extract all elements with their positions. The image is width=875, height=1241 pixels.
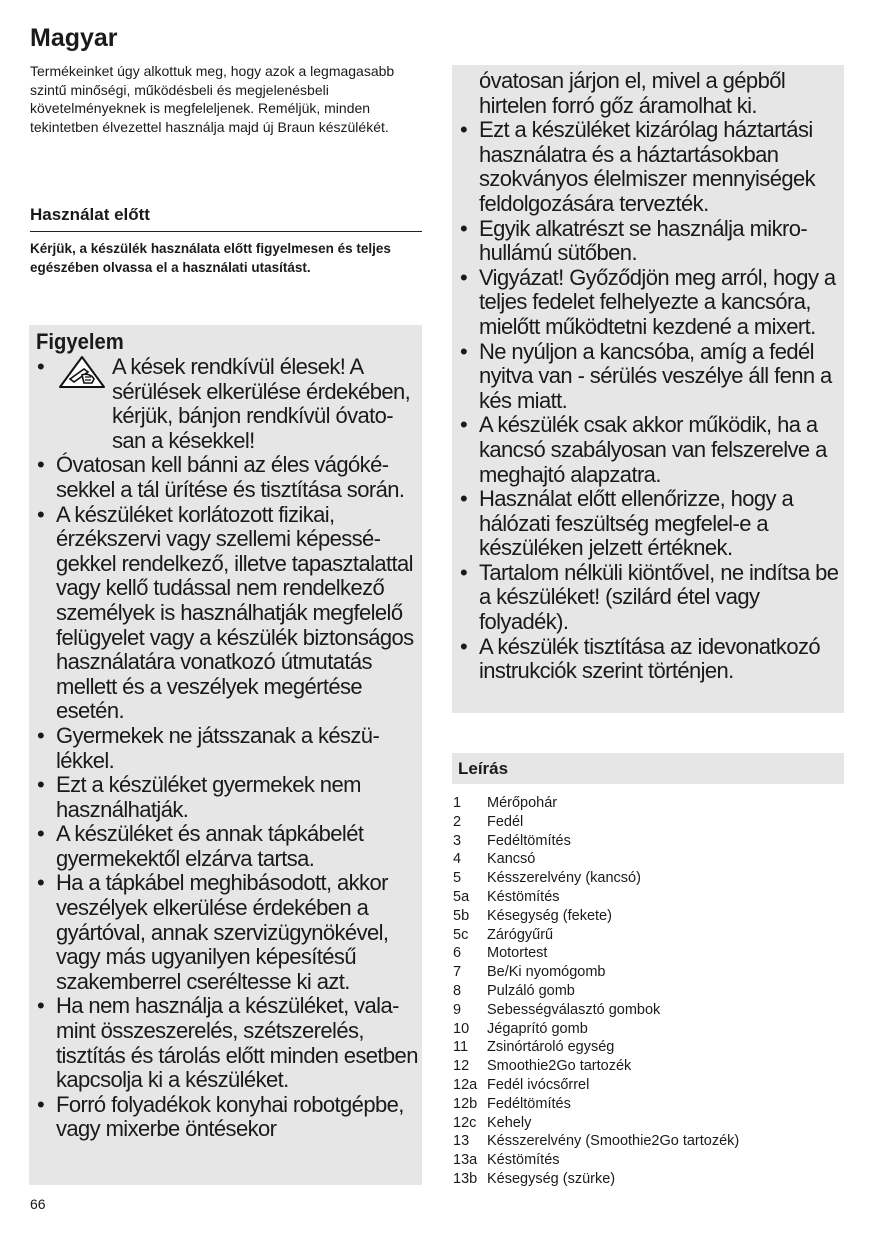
warning-title: Figyelem bbox=[36, 329, 124, 354]
part-number: 13 bbox=[453, 1133, 470, 1150]
part-item bbox=[453, 813, 843, 832]
part-label: Késszerelvény (kancsó) bbox=[487, 870, 641, 887]
bullet-icon: • bbox=[37, 772, 45, 798]
part-item bbox=[453, 907, 843, 926]
warning-item: • A kések rendkívül élesek! A sérülések elkerülése érdekében, kérjük, bánjon rendkívül óvatosan a késekkel! bbox=[37, 354, 411, 453]
part-item bbox=[453, 1020, 843, 1039]
warning-item: • A készülék csak akkor működik, ha a kancsó szabályosan van felszerelve a meghajtó alapzatra. bbox=[460, 412, 827, 487]
part-number: 13a bbox=[453, 1152, 478, 1169]
part-item bbox=[453, 1038, 843, 1057]
warning-item: • A készüléket és annak tápkábelét gyermekektől elzárva tartsa. bbox=[37, 821, 364, 871]
part-label: Smoothie2Go tartozék bbox=[487, 1058, 632, 1075]
warning-item: • Ha a tápkábel meghibásodott, akkor veszélyek elkerülése érdekében a gyártóval, annak szervizügynökével, vagy más ugyanilyen képesítésű szakemberrel cseréltesse ki azt. bbox=[37, 870, 389, 994]
part-label: Késegység (fekete) bbox=[487, 907, 612, 924]
part-number: 1 bbox=[453, 795, 462, 811]
part-label: Késtömítés bbox=[487, 888, 560, 905]
part-item bbox=[453, 1170, 843, 1189]
part-number: 12a bbox=[453, 1076, 478, 1093]
part-label: Mérőpohár bbox=[487, 795, 558, 811]
warning-item: • A készüléket korlátozott fizikai, érzékszervi vagy szellemi képességekkel rendelkező, illetve tapasztalattal vagy kellő tudással nem rendelkező személyek is használhatják megfelelő felügyelet vagy a készülék biztonságos használatára vonatkozó útmutatás mellett és a veszélyek megértése esetén. bbox=[37, 501, 414, 724]
warning-item: • Ne nyúljon a kancsóba, amíg a fedél nyitva van - sérülés veszélye áll fenn a kés miatt. bbox=[460, 338, 832, 413]
part-number: 12 bbox=[453, 1058, 470, 1075]
warning-box-left bbox=[29, 325, 422, 1185]
part-number: 5c bbox=[453, 926, 469, 943]
part-number: 10 bbox=[453, 1020, 470, 1037]
description-header bbox=[452, 753, 844, 784]
part-number: 11 bbox=[453, 1039, 469, 1056]
part-label: Késtömítés bbox=[487, 1152, 560, 1169]
part-item bbox=[453, 794, 843, 813]
warning-box-right bbox=[452, 65, 844, 713]
bullet-icon: • bbox=[37, 501, 45, 527]
part-label: Késszerelvény (Smoothie2Go tartozék) bbox=[487, 1133, 740, 1150]
part-label: Be/Ki nyomógomb bbox=[487, 964, 606, 981]
bullet-icon: • bbox=[37, 993, 45, 1019]
before-use-heading: Használat előtt bbox=[30, 205, 422, 232]
bullet-icon: • bbox=[460, 486, 468, 512]
part-number: 8 bbox=[453, 982, 462, 999]
part-number: 9 bbox=[453, 1001, 462, 1018]
part-number: 12b bbox=[453, 1095, 478, 1112]
warning-item: • Gyermekek ne játsszanak a készülékkel. bbox=[37, 722, 380, 773]
warning-item: • Használat előtt ellenőrizze, hogy a hálózati feszültség megfelel-e a készüléken jelzett értéknek. bbox=[460, 486, 794, 561]
warning-list-left bbox=[35, 355, 419, 1142]
before-use-text: Kérjük, a készülék használata előtt figyelmesen és teljes egészében olvassa el a használati utasítást. bbox=[30, 241, 391, 275]
part-item bbox=[453, 926, 843, 945]
bullet-icon: • bbox=[460, 633, 468, 659]
part-label: Motortest bbox=[487, 945, 548, 962]
part-item bbox=[453, 1076, 843, 1095]
part-item bbox=[453, 869, 843, 888]
part-item bbox=[453, 944, 843, 963]
part-label: Fedél ivócsőrrel bbox=[487, 1076, 590, 1093]
part-item bbox=[453, 1132, 843, 1151]
part-label: Kancsó bbox=[487, 851, 536, 868]
page-number: 66 bbox=[30, 1196, 46, 1212]
part-item bbox=[453, 888, 843, 907]
warning-item: • Ezt a készüléket gyermekek nem használhatják. bbox=[37, 772, 361, 822]
part-label: Kehely bbox=[487, 1114, 532, 1131]
part-number: 4 bbox=[453, 851, 462, 868]
part-label: Késegység (szürke) bbox=[487, 1170, 616, 1187]
part-item bbox=[453, 832, 843, 851]
part-label: Pulzáló gomb bbox=[487, 982, 575, 999]
bullet-icon: • bbox=[37, 821, 45, 847]
bullet-icon: • bbox=[460, 117, 468, 143]
bullet-icon: • bbox=[460, 215, 468, 241]
warning-item: • A készülék tisztítása az idevonatkozó instrukciók szerint történjen. bbox=[460, 633, 820, 684]
part-number: 6 bbox=[453, 945, 462, 962]
bullet-icon: • bbox=[37, 1091, 45, 1117]
part-label: Jégaprító gomb bbox=[487, 1020, 588, 1037]
page-title: Magyar bbox=[30, 24, 118, 52]
part-label: Fedél bbox=[487, 813, 524, 830]
part-number: 3 bbox=[453, 832, 462, 849]
part-item bbox=[453, 1095, 843, 1114]
part-item bbox=[453, 1057, 843, 1076]
description-title: Leírás bbox=[458, 759, 509, 778]
warning-item: • Egyik alkatrészt se használja mikrohullámú sütőben. bbox=[460, 215, 808, 266]
warning-item: • Óvatosan kell bánni az éles vágókésekkel a tál ürítése és tisztítása során. bbox=[37, 452, 405, 502]
part-item bbox=[453, 963, 843, 982]
part-label: Zárógyűrű bbox=[487, 926, 554, 943]
warning-item: • Tartalom nélküli kiöntővel, ne indítsa be a készüléket! (szilárd étel vagy folyadék). bbox=[460, 559, 839, 635]
part-number: 5 bbox=[453, 870, 462, 887]
bullet-icon: • bbox=[460, 412, 468, 438]
warning-list-right bbox=[458, 69, 842, 684]
warning-item: • Ezt a készüléket kizárólag háztartási használatra és a háztartásokban szokványos élelmiszer mennyiségek feldolgozására tervezték. bbox=[460, 117, 816, 216]
part-number: 2 bbox=[453, 813, 462, 830]
part-item bbox=[453, 850, 843, 869]
bullet-icon: • bbox=[460, 338, 468, 364]
warning-continuation: óvatosan járjon el, mivel a gépből hirtelen forró gőz áramolhat ki. bbox=[479, 68, 786, 118]
knife-hand-warning-icon bbox=[58, 355, 106, 389]
part-item bbox=[453, 1001, 843, 1020]
warning-item: • Ha nem használja a készüléket, valamint összeszerelés, szétszerelés, tisztítás és tárolás előtt minden esetben kapcsolja ki a készüléket. bbox=[37, 993, 418, 1093]
part-label: Sebességválasztó gombok bbox=[487, 1001, 661, 1018]
bullet-icon: • bbox=[37, 870, 45, 896]
part-number: 5b bbox=[453, 907, 470, 924]
bullet-icon: • bbox=[37, 722, 45, 748]
warning-item: • Forró folyadékok konyhai robotgépbe, vagy mixerbe öntésekor bbox=[37, 1091, 404, 1142]
parts-list bbox=[453, 794, 843, 1189]
part-number: 5a bbox=[453, 888, 470, 905]
part-number: 13b bbox=[453, 1170, 478, 1187]
part-label: Fedéltömítés bbox=[487, 832, 571, 849]
part-item bbox=[453, 982, 843, 1001]
part-item bbox=[453, 1114, 843, 1133]
bullet-icon: • bbox=[460, 559, 468, 585]
part-item bbox=[453, 1151, 843, 1170]
bullet-icon: • bbox=[37, 452, 45, 478]
bullet-icon: • bbox=[460, 264, 468, 290]
intro-paragraph: Termékeinket úgy alkottuk meg, hogy azok a legmagasabb szintű minőségi, működésbeli és megjelenésbeli követelményeknek is megfeleljenek. Reméljük, minden tekintetben élvezettel használja majd új Braun készülékét. bbox=[30, 63, 395, 135]
warning-item: • Vigyázat! Győződjön meg arról, hogy a teljes fedelet felhelyezte a kancsóra, mielőtt működtetni kezdené a mixert. bbox=[460, 264, 836, 339]
part-label: Fedéltömítés bbox=[487, 1095, 571, 1112]
part-number: 12c bbox=[453, 1114, 477, 1131]
part-number: 7 bbox=[453, 964, 462, 981]
bullet-icon: • bbox=[37, 354, 45, 379]
part-label: Zsinórtároló egység bbox=[487, 1039, 615, 1056]
